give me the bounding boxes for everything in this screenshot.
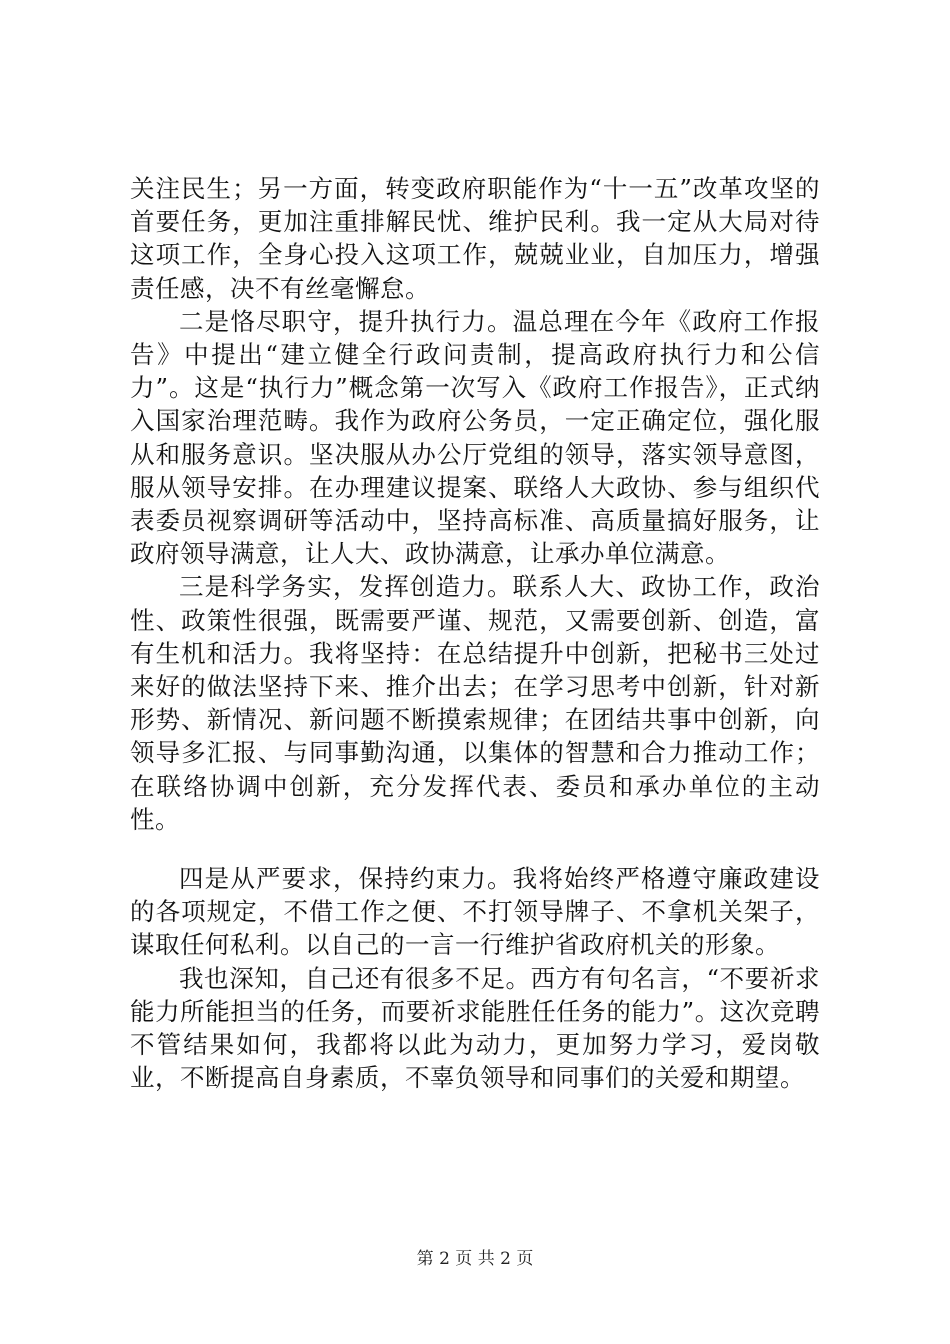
paragraph-continuation: 关注民生；另一方面，转变政府职能作为“十一五”改革攻坚的首要任务，更加注重排解民忧、维护民利。我一定从大局对待这项工作，全身心投入这项工作，兢兢业业，自加压力，增强责任感，决不有丝毫懈怠。 <box>130 174 820 303</box>
paragraph-conclusion: 我也深知，自己还有很多不足。西方有句名言，“不要祈求能力所能担当的任务，而要祈求能胜任任务的能力”。这次竞聘不管结果如何，我都将以此为动力，更加努力学习，爱岗敬业，不断提高自身素质，不辜负领导和同事们的关爱和期望。 <box>130 963 820 1093</box>
paragraph-discipline: 四是从严要求，保持约束力。我将始终严格遵守廉政建设的各项规定，不借工作之便、不打领导牌子、不拿机关架子，谋取任何私利。以自己的一言一行维护省政府机关的形象。 <box>130 864 820 960</box>
paragraph-creativity: 三是科学务实，发挥创造力。联系人大、政协工作，政治性、政策性很强，既需要严谨、规范，又需要创新、创造，富有生机和活力。我将坚持：在总结提升中创新，把秘书三处过来好的做法坚持下来、推介出去；在学习思考中创新，针对新形势、新情况、新问题不断摸索规律；在团结共事中创新，向领导多汇报、与同事勤沟通，以集体的智慧和合力推动工作；在联络协调中创新，充分发挥代表、委员和承办单位的主动性。 <box>130 572 820 834</box>
document-body <box>130 172 820 1094</box>
paragraph-execution: 二是恪尽职守，提升执行力。温总理在今年《政府工作报告》中提出“建立健全行政问责制，提高政府执行力和公信力”。这是“执行力”概念第一次写入《政府工作报告》，正式纳入国家治理范畴。我作为政府公务员，一定正确定位，强化服从和服务意识。坚决服从办公厅党组的领导，落实领导意图，服从领导安排。在办理建议提案、联络人大政协、参与组织代表委员视察调研等活动中，坚持高标准、高质量搞好服务，让政府领导满意，让人大、政协满意，让承办单位满意。 <box>130 306 820 569</box>
page-number-footer: 第 2 页 共 2 页 <box>416 1249 534 1269</box>
